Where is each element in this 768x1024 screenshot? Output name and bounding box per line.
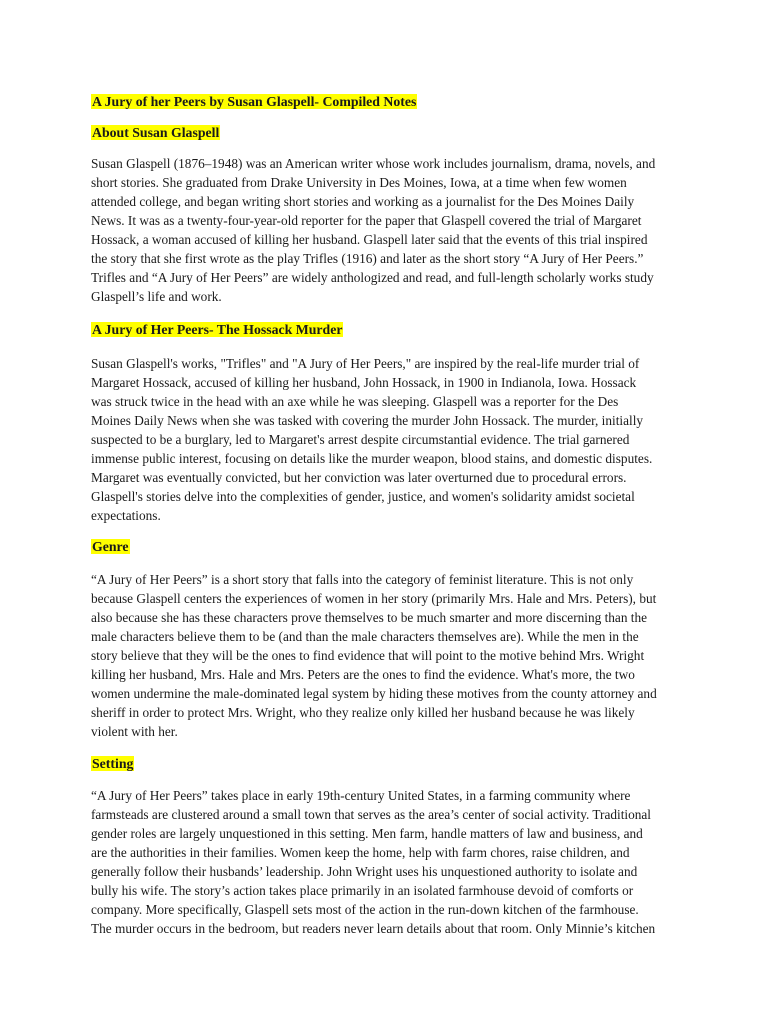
paragraph-line: Margaret Hossack, accused of killing her husband, John Hossack, in 1900 in Indianola, Iowa. Hossack — [91, 375, 637, 390]
paragraph-line: Moines Daily News when she was tasked with covering the murder John Hossack. The murder, initially — [91, 413, 644, 428]
paragraph-line: violent with her. — [91, 724, 178, 739]
paragraph-line: suspected to be a burglary, led to Margaret's arrest despite circumstantial evidence. The trial garnered — [91, 432, 630, 447]
section-paragraph-about — [91, 154, 683, 306]
section-heading-hossack — [91, 320, 683, 339]
section-paragraph-genre — [91, 570, 683, 741]
paragraph-line: farmsteads are clustered around a small town that serves as the area’s center of social activity. Traditional — [91, 807, 652, 822]
paragraph-line: News. It was as a twenty-four-year-old reporter for the paper that Glaspell covered the trial of Margaret — [91, 213, 642, 228]
paragraph-line: immense public interest, focusing on details like the murder weapon, blood stains, and domestic disputes. — [91, 451, 653, 466]
paragraph-line: gender roles are largely unquestioned in this setting. Men farm, handle matters of law and business, and — [91, 826, 643, 841]
paragraph-line: Susan Glaspell (1876–1948) was an American writer whose work includes journalism, drama, novels, and — [91, 156, 656, 171]
document-title-text: A Jury of her Peers by Susan Glaspell- Compiled Notes — [92, 94, 417, 109]
section-heading-about — [91, 123, 683, 142]
paragraph-line: women undermine the male-dominated legal system by hiding these motives from the county attorney and — [91, 686, 657, 701]
paragraph-line: The murder occurs in the bedroom, but readers never learn details about that room. Only Minnie’s kitchen — [91, 921, 656, 936]
paragraph-line: Susan Glaspell's works, "Trifles" and "A Jury of Her Peers," are inspired by the real-life murder trial of — [91, 356, 640, 371]
paragraph-line: Glaspell’s life and work. — [91, 289, 222, 304]
paragraph-line: Hossack, a woman accused of killing her husband. Glaspell later said that the events of this trial inspired — [91, 232, 648, 247]
section-heading-about-text: About Susan Glaspell — [92, 125, 220, 140]
paragraph-line: Margaret was eventually convicted, but her conviction was later overturned due to procedural errors. — [91, 470, 627, 485]
paragraph-line: attended college, and began writing short stories and working as a journalist for the Des Moines Daily — [91, 194, 635, 209]
paragraph-line: expectations. — [91, 508, 161, 523]
paragraph-line: generally follow their husbands’ leadership. John Wright uses his unquestioned authority to isolate and — [91, 864, 638, 879]
document-body — [91, 92, 683, 951]
paragraph-line: male characters believe them to be (and than the male characters themselves are). While the men in the — [91, 629, 639, 644]
paragraph-line: bully his wife. The story’s action takes place primarily in an isolated farmhouse devoid of comforts or — [91, 883, 634, 898]
section-heading-setting — [91, 754, 683, 773]
paragraph-line: Glaspell's stories delve into the complexities of gender, justice, and women's solidarity amidst societal — [91, 489, 635, 504]
section-heading-hossack-text: A Jury of Her Peers- The Hossack Murder — [92, 322, 343, 337]
paragraph-line: are the authorities in their families. Women keep the home, help with farm chores, raise children, and — [91, 845, 630, 860]
paragraph-line: was struck twice in the head with an axe while he was sleeping. Glaspell was a reporter for the Des — [91, 394, 619, 409]
section-heading-genre-text: Genre — [92, 539, 129, 554]
paragraph-line: Trifles and “A Jury of Her Peers” are widely anthologized and read, and full-length scholarly works study — [91, 270, 654, 285]
section-paragraph-setting — [91, 786, 683, 938]
paragraph-line: company. More specifically, Glaspell sets most of the action in the run-down kitchen of the farmhouse. — [91, 902, 639, 917]
document-title — [91, 92, 683, 111]
paragraph-line: also because she has these characters prove themselves to be much smarter and more discerning than the — [91, 610, 648, 625]
section-heading-setting-text: Setting — [92, 756, 134, 771]
section-paragraph-hossack — [91, 354, 683, 525]
paragraph-line: “A Jury of Her Peers” takes place in early 19th-century United States, in a farming community where — [91, 788, 631, 803]
paragraph-line: “A Jury of Her Peers” is a short story that falls into the category of feminist literature. This is not only — [91, 572, 634, 587]
paragraph-line: story believe that they will be the ones to find evidence that will point to the motive behind Mrs. Wright — [91, 648, 645, 663]
paragraph-line: killing her husband, Mrs. Hale and Mrs. Peters are the ones to find the evidence. What's more, the two — [91, 667, 635, 682]
paragraph-line: sheriff in order to protect Mrs. Wright, who they realize only killed her husband because he was likely — [91, 705, 635, 720]
paragraph-line: because Glaspell centers the experiences of women in her story (primarily Mrs. Hale and Mrs. Peters), but — [91, 591, 657, 606]
section-heading-genre — [91, 537, 683, 556]
paragraph-line: short stories. She graduated from Drake University in Des Moines, Iowa, at a time when few women — [91, 175, 627, 190]
paragraph-line: the story that she first wrote as the play Trifles (1916) and later as the short story “A Jury of Her Peers.” — [91, 251, 644, 266]
